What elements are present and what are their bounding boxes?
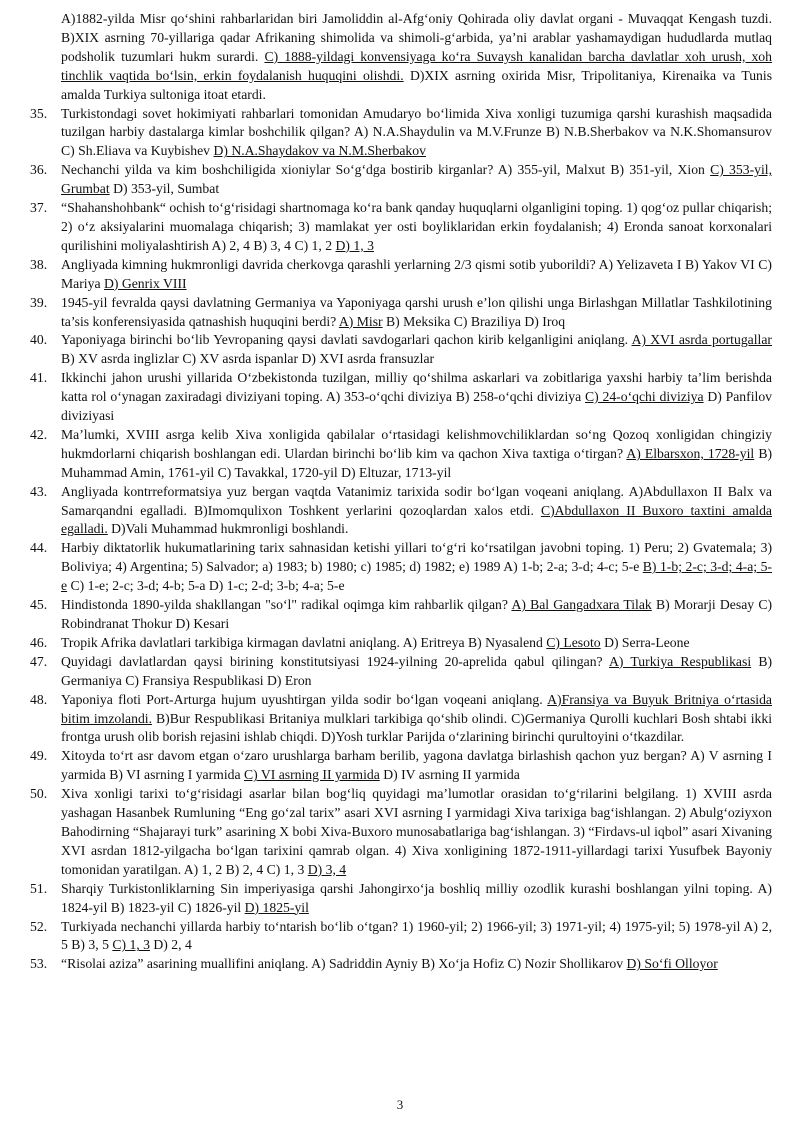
question-item	[30, 199, 772, 256]
other-options: B) Morarji Desay C) Robindranat Thokur D) Kesari	[61, 597, 773, 631]
other-options: B) XV asrda inglizlar C) XV asrda ispanlar D) XVI asrda fransuzlar	[61, 351, 435, 367]
question-number: 35.	[30, 105, 48, 121]
question-text: Angliyada kontrreformatsiya yuz bergan vaqtda Vatanimiz tarixida sodir bo‘lgan voqeani aniqlang. A)Abdullaxon II Balx va Samarqandni egalladi. B)Imomqulixon Toshkent yerlarini qozoqlardan xalos etdi.	[61, 483, 772, 518]
question-number: 50.	[30, 786, 48, 802]
question-list	[30, 105, 772, 975]
question-number: 44.	[30, 540, 48, 556]
question-number: 52.	[30, 918, 48, 934]
question-number: 49.	[30, 748, 48, 764]
other-options: B)Bur Respublikasi Britaniya mulklari tarkibiga qo‘shib olindi. C)Germaniya Qurolli kuchlari Bosh shtabi ikki frontga urush olib borish rejasini ishlab chiqdi. D)Yosh turklar Parijda o‘zlarining birinchi qurultoyini o‘tkazdilar.	[61, 710, 773, 745]
correct-answer: C) 353-yil, Grumbat	[61, 162, 772, 197]
question-item	[30, 918, 772, 956]
correct-answer: C) 1888-yildagi konvensiyaga ko‘ra Suvaysh kanalidan barcha davlatlar xoh urush, xoh tinchlik vaqtida bo‘lsin, erkin foydalanish huquqini olishdi.	[61, 48, 772, 83]
question-number: 43.	[30, 483, 48, 499]
question-number: 53.	[30, 956, 48, 972]
other-options: D)Vali Muhammad hukmronligi boshlandi.	[111, 521, 349, 537]
question-number: 45.	[30, 597, 48, 613]
question-text: Quyidagi davlatlardan qaysi birining konstitutsiyasi 1924-yilning 20-aprelida qabul qilingan?	[61, 653, 603, 669]
question-item	[30, 747, 772, 785]
question-text: Turkistondagi sovet hokimiyati rahbarlari tomonidan Amudaryo bo‘limida Xiva xonligi tuzumiga qarshi kurashish maqsadida tuzilgan harbiy dastalarga kimlar boshchilik qilgan? A) N.A.Shaydulin va M.V.Frunze B) N.B.Sherbakov va N.K.Shomansurov C) Sh.Eliava va Kuybishev	[61, 105, 772, 159]
correct-answer: A)Fransiya va Buyuk Britniya o‘rtasida bitim imzolandi.	[61, 691, 773, 726]
question-number: 42.	[30, 426, 48, 442]
question-text: Tropik Afrika davlatlari tarkibiga kirmagan davlatni aniqlang. A) Eritreya B) Nyasalend	[61, 634, 543, 650]
question-item	[30, 880, 772, 918]
question-number: 36.	[30, 162, 48, 178]
question-number: 40.	[30, 332, 48, 348]
question-item	[30, 426, 772, 483]
correct-answer: D) 3, 4	[307, 861, 347, 877]
correct-answer: D) N.A.Shaydakov va N.M.Sherbakov	[213, 143, 426, 159]
question-item	[30, 539, 772, 596]
question-text: “Risolai aziza” asarining muallifini aniqlang. A) Sadriddin Ayniy B) Xo‘ja Hofiz C) Nozir Shollikarov	[61, 956, 624, 972]
question-number: 47.	[30, 653, 48, 669]
question-item	[30, 331, 772, 369]
question-item	[30, 785, 772, 880]
question-number: 39.	[30, 294, 48, 310]
question-text: Xiva xonligi tarixi to‘g‘risidagi asarlar bilan bog‘liq quyidagi ma’lumotlar orasidan to‘g‘rilarini belgilang. 1) XVIII asrda yashagan Hasanbek Rumluning “Eng go‘zal tarix” asari XVI asrning I yarmidagi Xiva tarixiga bag‘ishlangan. 2) Abulg‘oziyxon Bahodirning “Shajarayi turk” asarining X bobi Xiva-Buxoro munosabatlariga bag‘ishlangan. 3) “Firdavs-ul iqbol” asari Xivaning XVI asrdan 1812-yilgacha bo‘lgan tarixini qamrab olgan. 4) Xiva xonligining 1872-1911-yillardagi tarixi Yusufbek Bayoniy tomonidan yaratilgan. A) 1, 2 B) 2, 4 C) 1, 3	[61, 786, 772, 877]
question-number: 48.	[30, 691, 48, 707]
question-text: Hindistonda 1890-yilda shakllangan "so‘l" radikal oqimga kim rahbarlik qilgan?	[61, 597, 508, 613]
other-options: D) Serra-Leone	[604, 634, 690, 650]
question-item	[30, 256, 772, 294]
question-text: Yaponiya floti Port-Arturga hujum uyushtirgan yilda sodir bo‘lgan voqeani aniqlang.	[61, 691, 543, 707]
question-item	[30, 596, 772, 634]
other-options: D) IV asrning II yarmida	[383, 767, 520, 783]
correct-answer: A) Turkiya Respublikasi	[609, 653, 752, 669]
question-item	[30, 691, 772, 748]
question-item	[30, 294, 772, 332]
question-item	[30, 369, 772, 426]
option-b: B)XIX asrning 70-yillariga qadar Afrikaning shimolida va shimoli-g‘arbida, ya’ni arablar yashamaydigan hududlarda mutlaq podsholik tuzumlari hukm surardi.	[61, 29, 772, 64]
question-number: 51.	[30, 880, 48, 896]
question-text: Ma’lumki, XVIII asrga kelib Xiva xonligida qabilalar o‘rtasidagi kelishmovchiliklardan so‘ng Qozoq xonligidan chingiziy hukmdorlarni chiqarish boshlangan edi. Ulardan birinchi bo‘lib kim va qachon Xiva taxtiga o‘tirgan?	[61, 426, 772, 461]
question-number: 46.	[30, 634, 48, 650]
question-item	[30, 653, 772, 691]
other-options: B) Meksika C) Braziliya D) Iroq	[386, 313, 566, 329]
question-text: Sharqiy Turkistonliklarning Sin imperiyasiga qarshi Jahongirxo‘ja boshliq milliy ozodlik kurashi boshlangan yilni toping. A) 1824-yil B) 1823-yil C) 1826-yil	[61, 880, 772, 915]
question-item	[30, 483, 772, 540]
correct-answer: C) VI asrning II yarmida	[243, 767, 380, 783]
correct-answer: A) Elbarsxon, 1728-yil	[626, 445, 755, 461]
question-item	[30, 161, 772, 199]
question-text: Yaponiyaga birinchi bo‘lib Yevropaning qaysi davlati savdogarlari qachon kirib kelganligini aniqlang.	[61, 332, 629, 348]
question-number: 41.	[30, 370, 48, 386]
correct-answer: A) XVI asrda portugallar	[631, 332, 772, 348]
correct-answer: A) Misr	[338, 313, 383, 329]
other-options: D) Panfilov diviziyasi	[61, 389, 773, 424]
question-text: Nechanchi yilda va kim boshchiligida xioniylar So‘g‘dga bostirib kirganlar? A) 355-yil, Malxut B) 351-yil, Xion	[61, 162, 705, 178]
question-text: 1945-yil fevralda qaysi davlatning Germaniya va Yaponiyaga qarshi urush e’lon qilishi unga Birlashgan Millatlar Tashkilotining ta’sis konferensiyasida qatnashish huquqini berdi?	[61, 294, 772, 329]
correct-answer: B) 1-b; 2-c; 3-d; 4-a; 5-e	[61, 559, 772, 594]
question-34-answers	[30, 10, 772, 105]
question-text: Harbiy diktatorlik hukumatlarining tarix sahnasidan ketishi yillari to‘g‘ri ko‘rsatilgan javobni toping. 1) Peru; 2) Gvatemala; 3) Boliviya; 4) Argentina; 5) Salvador; a) 1983; b) 1980; c) 1985; d) 1982; e) 1989 A) 1-b; 2-a; 3-d; 4-c; 5-e	[61, 540, 772, 575]
correct-answer: D) So‘fi Olloyor	[626, 956, 718, 972]
correct-answer: C) 24-o‘qchi diviziya	[585, 389, 704, 405]
correct-answer: D) 1825-yil	[244, 899, 309, 915]
other-options: B) Muhammad Amin, 1761-yil C) Tavakkal, 1720-yil D) Eltuzar, 1713-yil	[61, 445, 773, 480]
question-text: Ikkinchi jahon urushi yillarida O‘zbekistonda tuzilgan, milliy qo‘shilma askarlari va zobitlariga yaxshi harbiy ta’lim berishda katta rol o‘ynagan zaxiradagi diviziyani toping. A) 353-o‘qchi diviziya B) 258-o‘qchi diviziya	[61, 370, 772, 405]
question-text: Angliyada kimning hukmronligi davrida cherkovga qarashli yerlarning 2/3 qismi sotib yuborildi? A) Yelizaveta I B) Yakov VI C) Mariya	[61, 256, 772, 291]
other-options: B) Germaniya C) Fransiya Respublikasi D) Eron	[61, 653, 772, 688]
question-item	[30, 105, 772, 162]
question-text: Xitoyda to‘rt asr davom etgan o‘zaro urushlarga barham berilib, yagona davlatga birlashish qachon yuz bergan? A) V asrning I yarmida B) VI asrning I yarmida	[61, 748, 772, 783]
question-item	[30, 955, 772, 974]
question-item	[30, 634, 772, 653]
correct-answer: D) Genrix VIII	[103, 275, 187, 291]
option-a: A)1882-yilda Misr qo‘shini rahbarlaridan biri Jamoliddin al-Afg‘oniy Qohirada oliy davlat organi - Muvaqqat Kengash tuzdi.	[61, 11, 772, 26]
correct-answer: C) 1, 3	[112, 937, 150, 953]
question-number: 38.	[30, 256, 48, 272]
question-text: Turkiyada nechanchi yillarda harbiy to‘ntarish bo‘lib o‘tgan? 1) 1960-yil; 2) 1966-yil; 3) 1971-yil; 4) 1975-yil; 5) 1978-yil A) 2, 5 B) 3, 5	[61, 918, 772, 953]
question-number: 37.	[30, 200, 48, 216]
correct-answer: D) 1, 3	[335, 237, 374, 253]
other-options: D) 2, 4	[153, 937, 192, 953]
page-number: 3	[396, 1097, 404, 1112]
correct-answer: A) Bal Gangadxara Tilak	[511, 597, 652, 613]
other-options: C) 1-e; 2-c; 3-d; 4-b; 5-a D) 1-c; 2-d; 3-b; 4-a; 5-e	[70, 578, 345, 594]
correct-answer: C)Abdullaxon II Buxoro taxtini amalda egalladi.	[61, 502, 773, 537]
question-text: “Shahanshohbank“ ochish to‘g‘risidagi shartnomaga ko‘ra bank qanday huquqlarni olganligini toping. 1) qog‘oz pullar chiqarish; 2) o‘z aksiyalarini muomalaga chiqarish; 3) mamlakat yer osti boyliklaridan erkin foydalanish; 4) Eronda sanoat korxonalari qurilishini moliyalashtirish A) 2, 4 B) 3, 4 C) 1, 2	[61, 200, 772, 253]
correct-answer: C) Lesoto	[546, 634, 601, 650]
other-options: D) 353-yil, Sumbat	[113, 181, 220, 197]
option-d: D)XIX asrning oxirida Misr, Tripolitaniya, Kirenaika va Tunis amalda Turkiya sultoniga itoat etardi.	[61, 67, 773, 102]
